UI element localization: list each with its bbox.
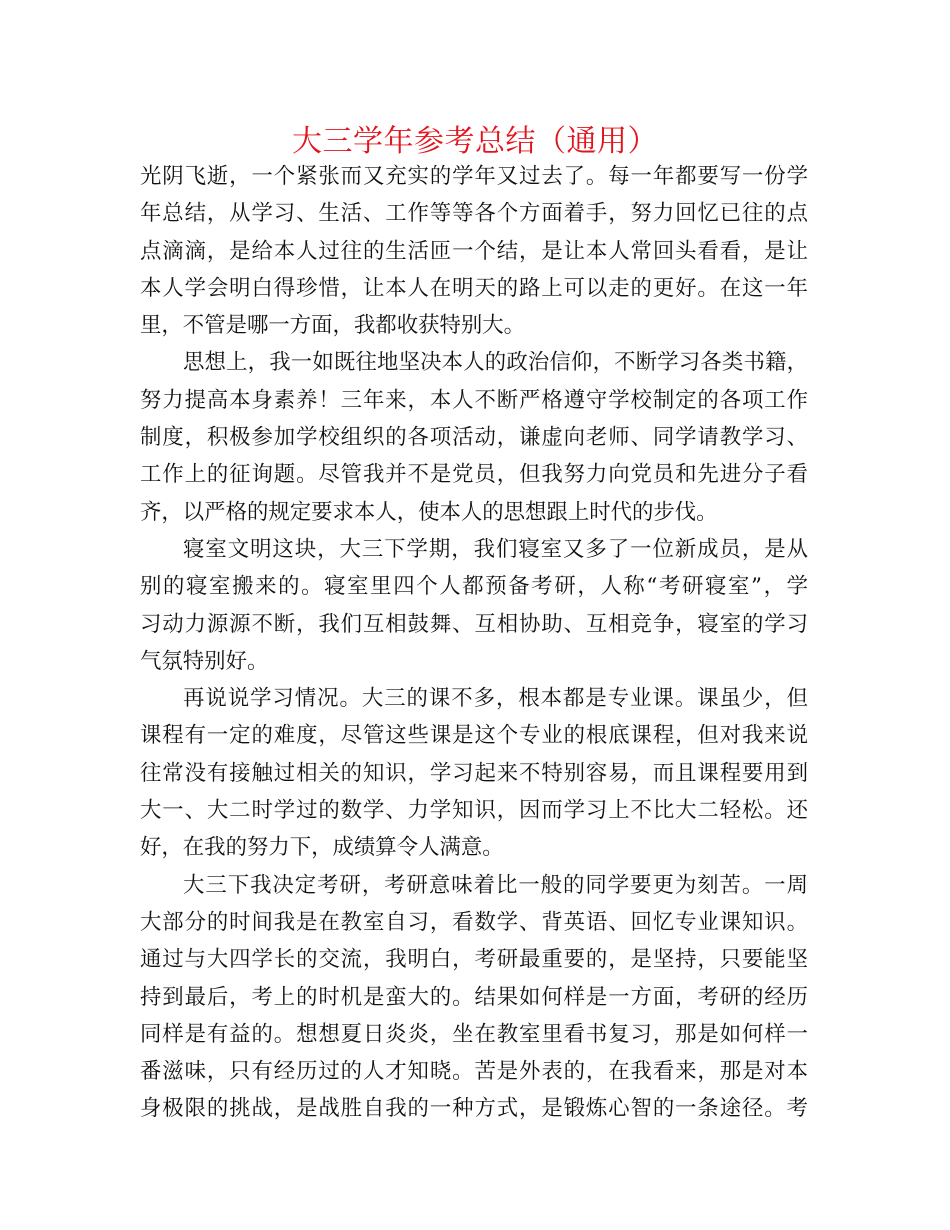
paragraph-line: 通过与大四学长的交流，我明白，考研最重要的，是坚持，只要能坚	[140, 947, 808, 973]
paragraph	[140, 344, 808, 530]
paragraph-line: 努力提高本身素养！三年来，本人不断严格遵守学校制定的各项工作	[140, 387, 808, 413]
paragraph-line: 光阴飞逝，一个紧张而又充实的学年又过去了。每一年都要写一份学	[140, 164, 808, 189]
paragraph-line: 大一、大二时学过的数学、力学知识，因而学习上不比大二轻松。还	[140, 798, 808, 824]
document-body	[140, 158, 808, 1128]
paragraph-line: 番滋味，只有经历过的人才知晓。苦是外表的，在我看来，那是对本	[140, 1059, 808, 1085]
paragraph-line: 寝室文明这块，大三下学期，我们寝室又多了一位新成员，是从	[183, 536, 808, 562]
paragraph-line: 大部分的时间我是在教室自习，看数学、背英语、回忆专业课知识。	[140, 909, 808, 935]
paragraph-line: 别的寝室搬来的。寝室里四个人都预备考研，人称“考研寝室”，学	[140, 574, 808, 600]
paragraph-line: 齐，以严格的规定要求本人，使本人的思想跟上时代的步伐。	[140, 499, 718, 525]
paragraph-line: 好，在我的努力下，成绩算令人满意。	[140, 835, 504, 861]
paragraph-line: 大三下我决定考研，考研意味着比一般的同学要更为刻苦。一周	[183, 872, 808, 898]
paragraph-line: 制度，积极参加学校组织的各项活动，谦虚向老师、同学请教学习、	[140, 425, 808, 451]
paragraph-line: 持到最后，考上的时机是蛮大的。结果如何样是一方面，考研的经历	[140, 984, 808, 1010]
paragraph	[140, 867, 808, 1128]
paragraph	[140, 158, 808, 344]
paragraph-line: 课程有一定的难度，尽管这些课是这个专业的根底课程，但对我来说	[140, 723, 808, 749]
paragraph-line: 再说说学习情况。大三的课不多，根本都是专业课。课虽少，但	[183, 686, 808, 712]
paragraph	[140, 531, 808, 680]
paragraph-line: 思想上，我一如既往地坚决本人的政治信仰，不断学习各类书籍，	[183, 350, 808, 376]
paragraph-line: 里，不管是哪一方面，我都收获特别大。	[140, 313, 526, 339]
paragraph	[140, 680, 808, 866]
paragraph-line: 点滴滴，是给本人过往的生活匝一个结，是让本人常回头看看，是让	[140, 238, 808, 264]
paragraph-line: 工作上的征询题。尽管我并不是党员，但我努力向党员和先进分子看	[140, 462, 808, 488]
paragraph-line: 年总结，从学习、生活、工作等等各个方面着手，努力回忆已往的点	[140, 201, 808, 227]
paragraph-line: 同样是有益的。想想夏日炎炎，坐在教室里看书复习，那是如何样一	[140, 1021, 808, 1047]
document-title: 大三学年参考总结（通用）	[292, 124, 658, 159]
paragraph-line: 本人学会明白得珍惜，让本人在明天的路上可以走的更好。在这一年	[140, 275, 808, 301]
paragraph-line: 气氛特别好。	[140, 648, 269, 674]
paragraph-line: 习动力源源不断，我们互相鼓舞、互相协助、互相竞争，寝室的学习	[140, 611, 808, 637]
paragraph-line: 往常没有接触过相关的知识，学习起来不特别容易，而且课程要用到	[140, 760, 808, 786]
paragraph-line: 身极限的挑战，是战胜自我的一种方式，是锻炼心智的一条途径。考	[140, 1096, 808, 1122]
